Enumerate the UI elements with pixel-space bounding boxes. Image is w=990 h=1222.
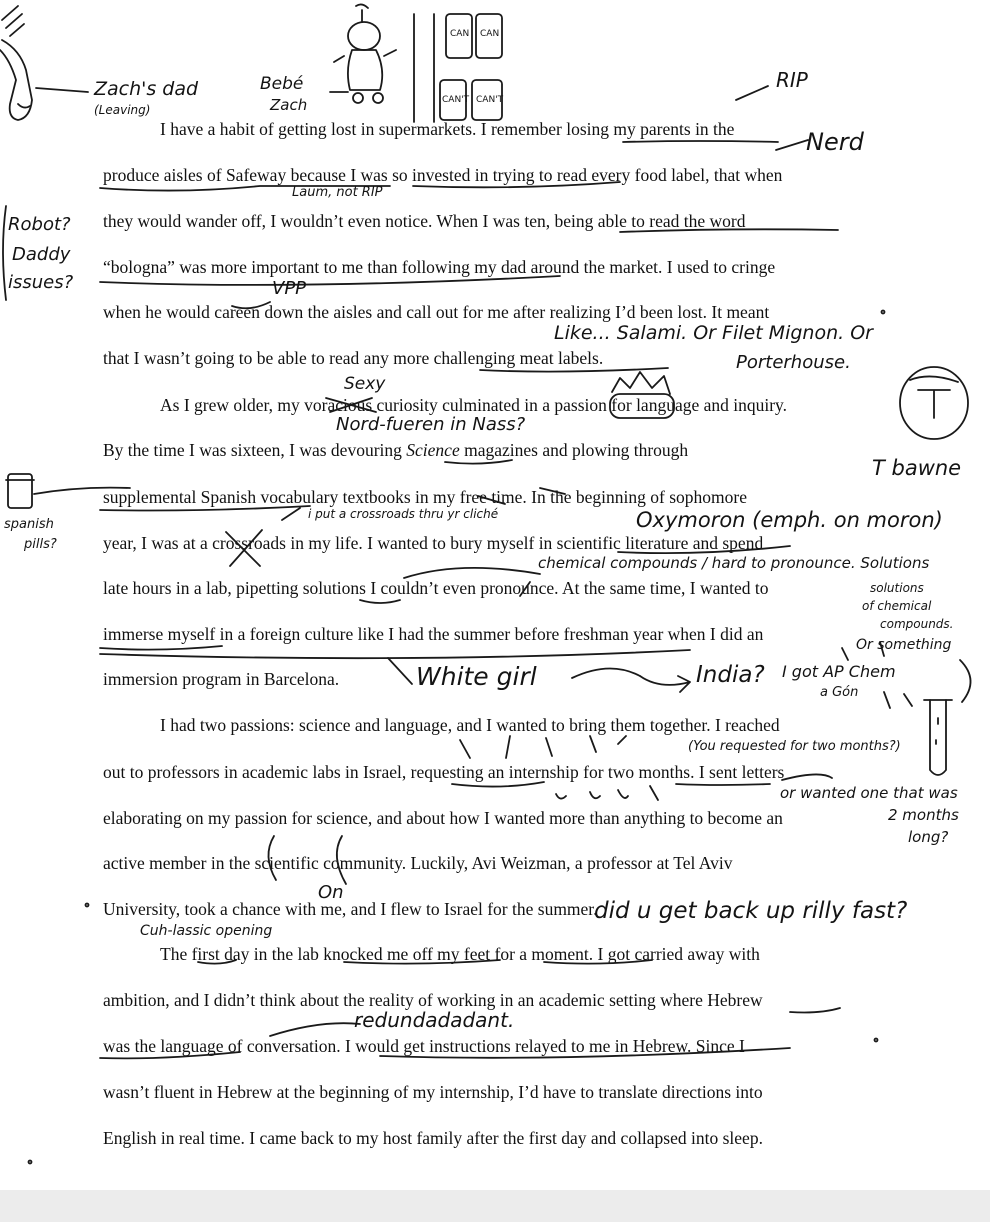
science-title: Science	[406, 440, 460, 460]
essay-line-8	[103, 440, 688, 460]
note-issues: issues?	[8, 272, 74, 293]
page-bottom-edge	[0, 1190, 990, 1222]
essay-line-8-before: By the time I was sixteen, I was devouring	[103, 440, 407, 460]
essay-line-19: The first day in the lab knocked me off my feet for a moment. I got carried away with	[160, 944, 760, 964]
note-daddy: Daddy	[12, 244, 71, 265]
note-nerd: Nerd	[806, 128, 864, 156]
note-cant-1: CAN'T	[442, 95, 470, 105]
essay-line-11: late hours in a lab, pipetting solutions I couldn’t even pronounce. At the same time, I wanted to	[103, 578, 769, 598]
essay-line-12: immerse myself in a foreign culture like I had the summer before freshman year when I did an	[103, 624, 764, 644]
note-cant-2: CAN'T	[476, 95, 504, 105]
essay-line-5: when he would careen down the aisles and call out for me after realizing I’d been lost. It meant	[103, 302, 770, 322]
note-or-wanted: or wanted one that was	[780, 784, 958, 802]
note-laum: Laum, not RIP	[292, 185, 383, 200]
note-nord: Nord-fueren in Nass?	[336, 414, 526, 435]
note-two-months: 2 months	[888, 806, 959, 824]
note-white-girl: White girl	[416, 662, 537, 691]
note-i-got-ap: I got AP Chem	[782, 662, 896, 681]
note-did-u: did u get back up rilly fast?	[594, 898, 908, 924]
note-chemical: chemical compounds / hard to pronounce. Solutions	[538, 554, 930, 572]
essay-line-7: As I grew older, my voracious curiosity culminated in a passion for language and inquiry.	[160, 395, 788, 415]
note-you-requested: (You requested for two months?)	[688, 739, 901, 754]
note-leaving: (Leaving)	[94, 103, 151, 117]
essay-line-8-after: magazines and plowing through	[459, 440, 689, 460]
note-spanish: spanish	[4, 517, 54, 532]
essay-line-23: English in real time. I came back to my host family after the first day and collapsed into sleep.	[103, 1128, 763, 1148]
note-a-gon: a Gón	[820, 685, 859, 700]
note-can-1: CAN	[450, 29, 470, 39]
essay-line-22: wasn’t fluent in Hebrew at the beginning of my internship, I’d have to translate directions into	[103, 1082, 763, 1102]
essay-line-4: “bologna” was more important to me than following my dad around the market. I used to cringe	[103, 257, 776, 277]
essay-line-10: year, I was at a crossroads in my life. I wanted to bury myself in scientific literature and spend	[103, 533, 764, 553]
note-redundant: redundadadant.	[354, 1008, 515, 1032]
note-sexy: Sexy	[344, 374, 386, 394]
baby-doodle	[330, 4, 396, 103]
note-can-2: CAN	[480, 29, 500, 39]
note-pills: pills?	[24, 537, 57, 552]
note-solutions-3: compounds.	[880, 617, 954, 631]
note-long: long?	[908, 828, 949, 846]
essay-line-3: they would wander off, I wouldn’t even notice. When I was ten, being able to read the word	[103, 211, 746, 231]
essay-line-1: I have a habit of getting lost in supermarkets. I remember losing my parents in the	[160, 119, 735, 139]
essay-line-6: that I wasn’t going to be able to read any more challenging meat labels.	[103, 348, 604, 368]
note-oxymoron: Oxymoron (emph. on moron)	[636, 508, 943, 532]
note-or-something: Or something	[856, 637, 952, 653]
note-solutions-1: solutions	[870, 581, 924, 595]
note-porterhouse: Porterhouse.	[736, 352, 851, 373]
note-zachs-dad: Zach's dad	[94, 78, 199, 100]
leaving-figure-doodle	[0, 6, 88, 120]
essay-line-9: supplemental Spanish vocabulary textbooks in my free time. In the beginning of sophomore	[103, 487, 747, 507]
note-bebe: Bebé	[260, 74, 304, 94]
note-like-salami: Like... Salami. Or Filet Mignon. Or	[554, 322, 873, 344]
note-bebe-zach: Zach	[270, 96, 308, 114]
note-on: On	[318, 882, 344, 903]
essay-line-21: was the language of conversation. I would get instructions relayed to me in Hebrew. Since I	[103, 1036, 745, 1056]
note-t-bawne: T bawne	[872, 456, 962, 480]
essay-line-2: produce aisles of Safeway because I was so invested in trying to read every food label, that when	[103, 165, 783, 185]
essay-line-14: I had two passions: science and language, and I wanted to bring them together. I reached	[160, 715, 780, 735]
note-crossroads: i put a crossroads thru yr cliché	[308, 507, 499, 521]
essay-line-16: elaborating on my passion for science, and about how I wanted more than anything to become an	[103, 808, 783, 828]
note-cuh-lassic: Cuh-lassic opening	[140, 923, 273, 939]
essay-line-15: out to professors in academic labs in Israel, requesting an internship for two months. I sent letters	[103, 762, 785, 782]
note-india: India?	[696, 662, 765, 688]
note-robot: Robot?	[8, 214, 71, 235]
note-vpp: VPP	[272, 278, 307, 299]
note-rip: RIP	[776, 68, 808, 92]
essay-line-20: ambition, and I didn’t think about the reality of working in an academic setting where Hebrew	[103, 990, 763, 1010]
essay-line-18: University, took a chance with me, and I flew to Israel for the summer.	[103, 899, 598, 919]
note-solutions-2: of chemical	[862, 599, 932, 613]
essay-line-17: active member in the scientific community. Luckily, Avi Weizman, a professor at Tel Aviv	[103, 853, 733, 873]
essay-line-13: immersion program in Barcelona.	[103, 669, 340, 689]
